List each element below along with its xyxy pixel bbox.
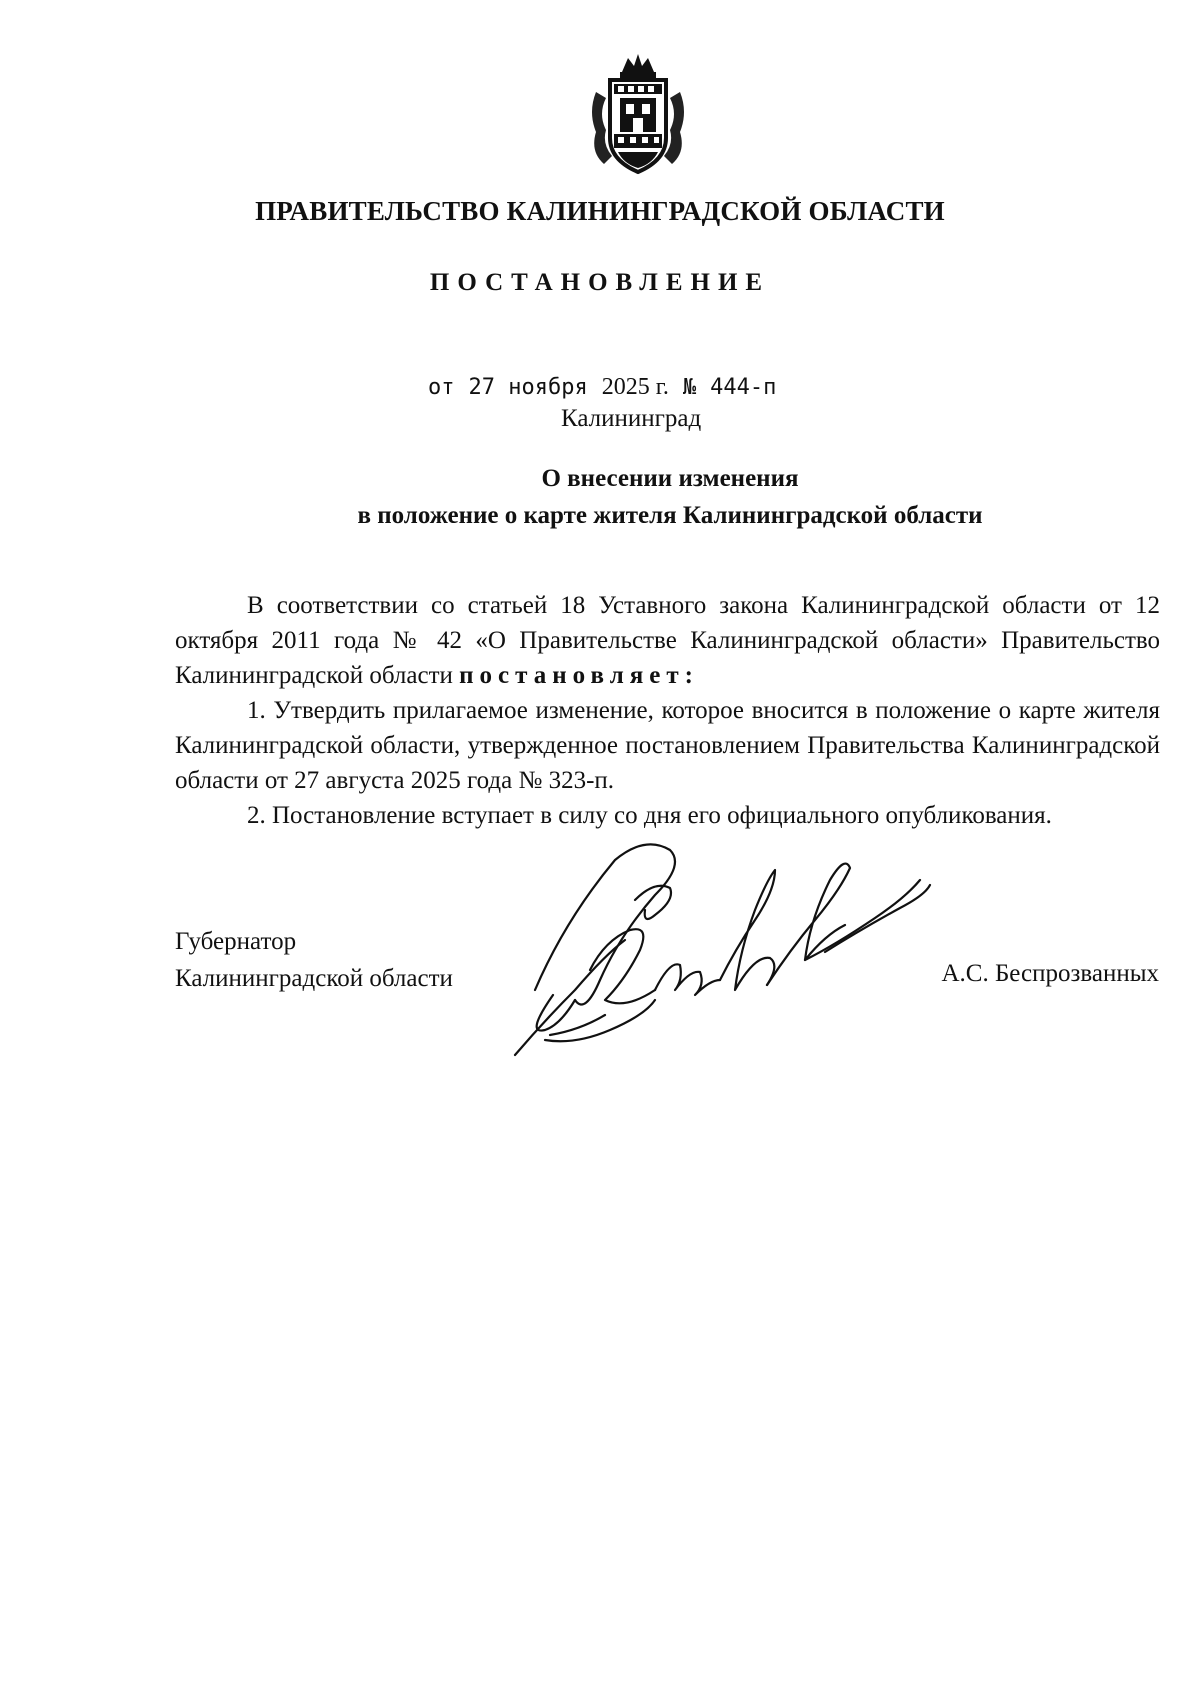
document-type: ПОСТАНОВЛЕНИЕ [429, 269, 771, 296]
signer-title-line-2: Калининградской области [175, 965, 453, 992]
item-1-paragraph: 1. Утвердить прилагаемое изменение, которое вносится в положение о карте жителя Калининградской области, утвержденное постановлением Правительства Калининградской области от 27 августа 2025 года № 323-п. [175, 697, 1160, 794]
document-body [175, 588, 1160, 833]
number-sign: № [682, 375, 697, 400]
date-year: 2025 г. [601, 374, 669, 400]
organization-title: ПРАВИТЕЛЬСТВО КАЛИНИНГРАДСКОЙ ОБЛАСТИ [255, 196, 945, 226]
signature-icon [505, 840, 940, 1095]
signer-title [175, 923, 453, 997]
date-number-line [428, 374, 868, 401]
item-2-paragraph: 2. Постановление вступает в силу со дня его официального опубликования. [247, 802, 1052, 829]
subject-line-1: О внесении изменения [541, 465, 799, 492]
subject-line-2: в положение о карте жителя Калининградской области [357, 502, 983, 529]
document-number: 444-п [710, 375, 777, 400]
date-prefix: от [428, 375, 455, 400]
signer-name: А.С. Беспрозванных [941, 960, 1159, 987]
coat-of-arms-icon [582, 52, 694, 178]
signer-title-line-1: Губернатор [175, 928, 297, 955]
city: Калининград [561, 405, 702, 432]
preamble-paragraph [175, 588, 1160, 693]
date-day-month: 27 ноября [468, 375, 588, 400]
preamble-text: В соответствии со статьей 18 Уставного закона Калининградской области от 12 октября 2011 года № 42 «О Правительстве Калининградской области» Правительство Калининградской области [175, 592, 1160, 689]
document-subject [300, 460, 1040, 534]
preamble-keyword: постановляет: [459, 662, 699, 689]
